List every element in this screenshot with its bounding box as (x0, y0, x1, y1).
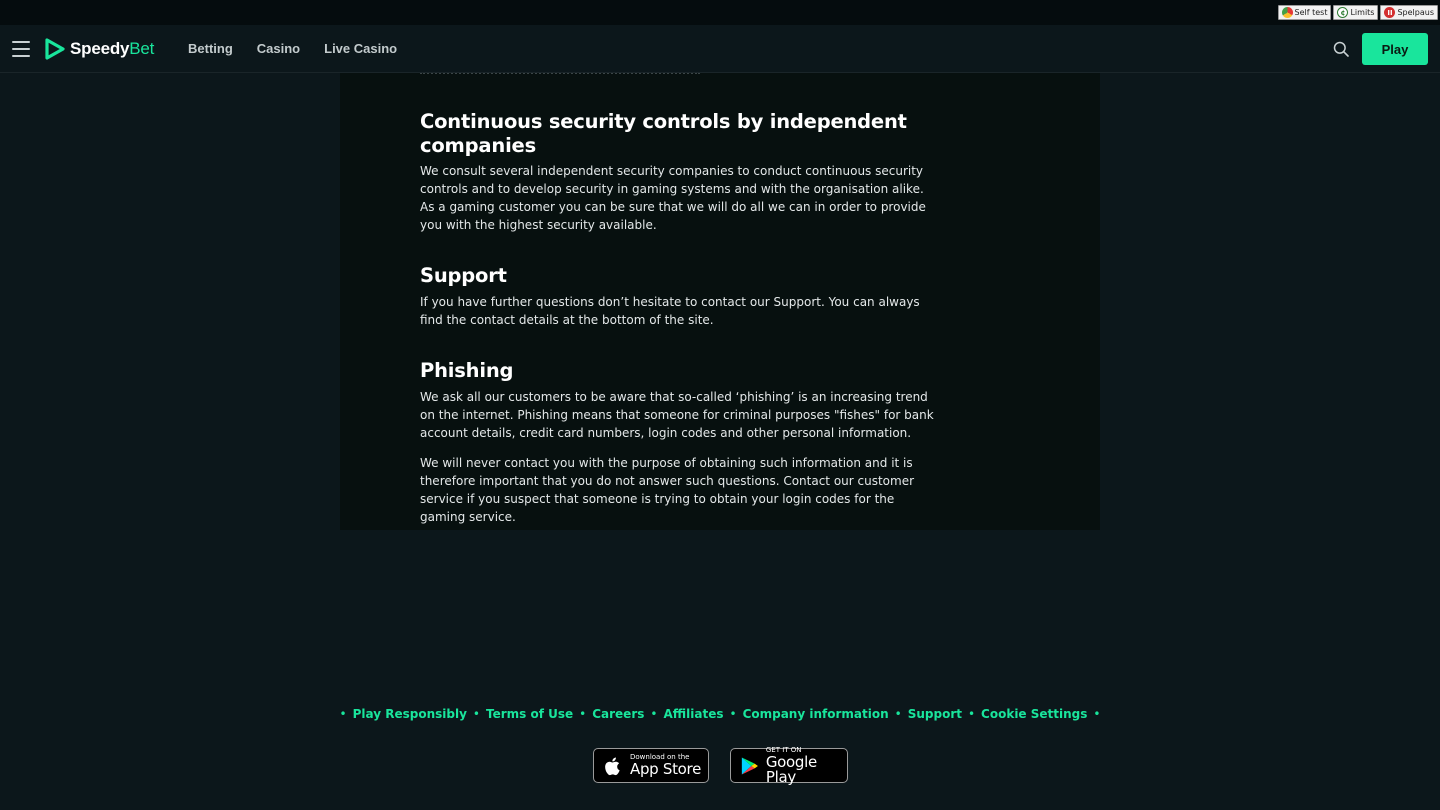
section-title: Continuous security controls by independent companies (420, 110, 907, 157)
pause-icon: II (1384, 7, 1395, 18)
footer-link-company-information[interactable]: Company information (742, 707, 889, 721)
section-phishing (420, 359, 940, 526)
spelpaus-badge[interactable] (1380, 5, 1438, 20)
footer-link-terms[interactable]: Terms of Use (486, 707, 574, 721)
app-store-badge[interactable] (593, 748, 709, 783)
link-separator: • (967, 707, 976, 721)
article (420, 73, 940, 526)
self-test-badge[interactable] (1278, 5, 1332, 20)
footer-links (0, 707, 1440, 721)
link-separator: • (729, 707, 737, 721)
menu-icon[interactable] (12, 41, 30, 57)
nav-live-casino[interactable]: Live Casino (324, 41, 398, 56)
logo-text: SpeedyBet (70, 39, 155, 58)
section-paragraph: We will never contact you with the purpose of obtaining such information and it is therefore important that you do not answer such questions. Contact our customer service if you suspect that someone is trying to obtain your login codes for the gaming service. (420, 456, 915, 524)
section-paragraph: We ask all our customers to be aware that so-called ‘phishing’ is an increasing trend on the internet. Phishing means that someone for criminal purposes "fishes" for bank account details, credit card numbers, login codes and other personal information. (420, 390, 934, 440)
footer-link-support[interactable]: Support (907, 707, 962, 721)
google-play-badge[interactable] (730, 745, 848, 786)
link-separator: • (650, 707, 658, 721)
link-separator: • (472, 707, 480, 721)
footer-link-careers[interactable]: Careers (592, 707, 645, 721)
link-separator: • (894, 707, 902, 721)
content-panel (340, 73, 1100, 530)
play-button[interactable]: Play (1362, 33, 1428, 65)
limits-badge[interactable] (1333, 5, 1378, 20)
spelpaus-label: Spelpaus (1397, 8, 1434, 17)
footer-link-cookie-settings[interactable]: Cookie Settings (981, 707, 1088, 721)
section-title: Phishing (420, 359, 514, 382)
self-test-label: Self test (1294, 8, 1328, 17)
gauge-icon (1282, 7, 1293, 18)
play-logo-icon (42, 37, 66, 61)
footer-link-affiliates[interactable]: Affiliates (663, 707, 724, 721)
limits-label: Limits (1350, 8, 1375, 17)
limits-icon: ¢ (1337, 7, 1348, 18)
clipped-text-line (420, 73, 940, 79)
section-title: Support (420, 264, 507, 287)
nav-betting[interactable]: Betting (188, 41, 233, 56)
main-nav (188, 41, 397, 56)
nav-casino[interactable]: Casino (256, 41, 301, 56)
section-paragraph: We consult several independent security companies to conduct continuous security controls and to develop security in gaming systems and with the organisation alike. As a gaming customer you can be sure that we will do all we can in order to provide you with the highest security available. (420, 164, 926, 232)
footer-link-play-responsibly[interactable]: Play Responsibly (352, 707, 467, 721)
link-separator: • (1093, 707, 1101, 721)
google-play-text: GET IT ON Google Play (765, 745, 817, 786)
site-logo[interactable] (42, 37, 154, 61)
apple-icon (602, 755, 624, 777)
search-icon[interactable] (1333, 41, 1349, 57)
link-separator: • (579, 707, 587, 721)
responsible-gaming-bar (0, 0, 1440, 25)
section-security-controls (420, 110, 940, 234)
link-separator: • (339, 707, 347, 721)
app-store-text: Download on the App Store (630, 753, 702, 778)
section-paragraph: If you have further questions don’t hesitate to contact our Support. You can always find the contact details at the bottom of the site. (420, 295, 920, 327)
site-header (0, 25, 1440, 73)
section-support (420, 264, 940, 329)
google-play-icon (739, 755, 760, 777)
